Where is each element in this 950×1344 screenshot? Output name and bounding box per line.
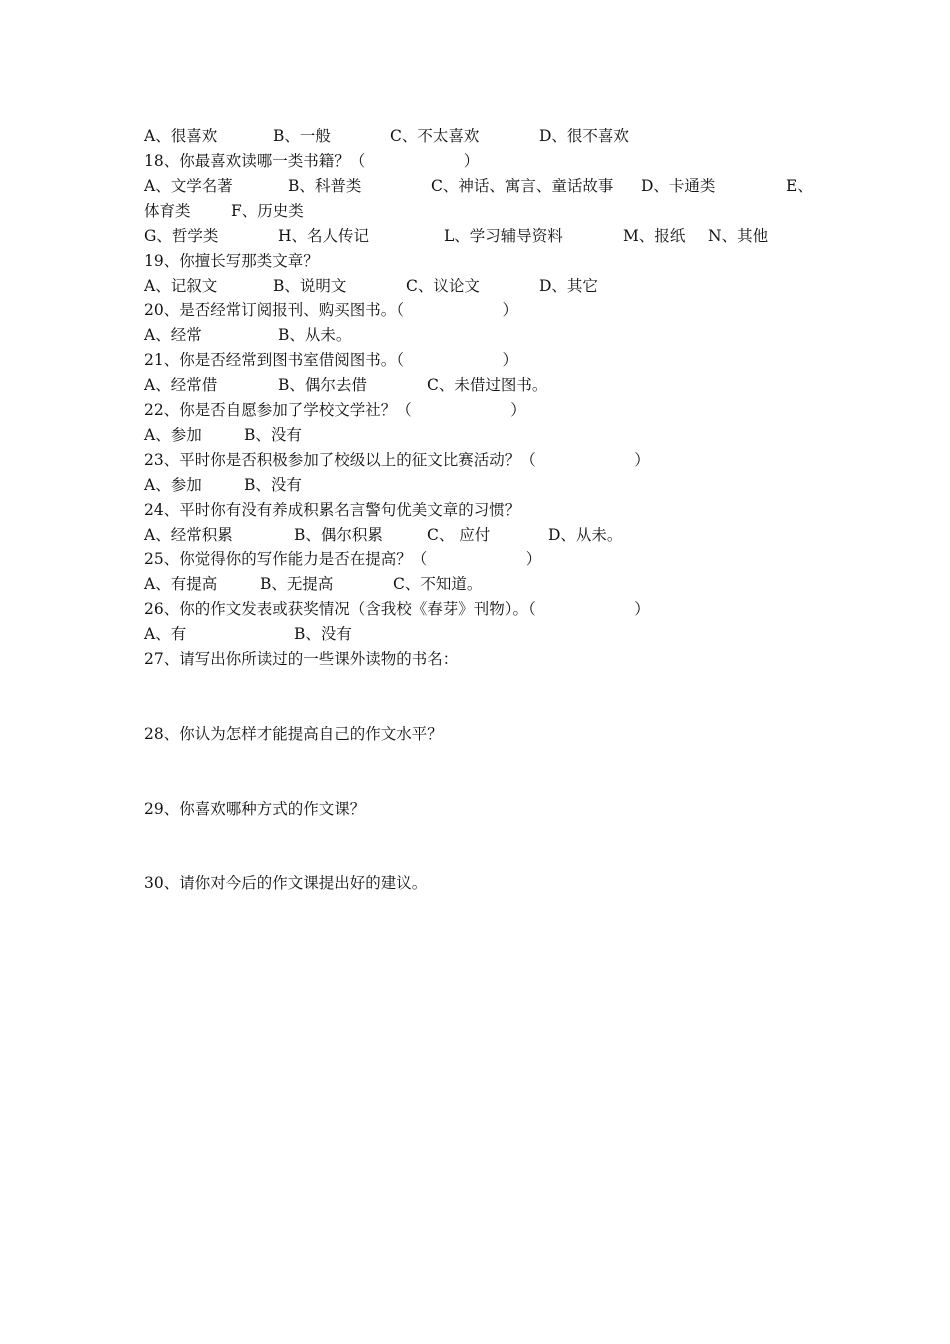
- q25-question: [0, 549, 542, 569]
- q22-question-text: 22、你是否自愿参加了学校文学社？（ ）: [144, 401, 526, 419]
- q18-option-h: H、名人传记: [278, 227, 370, 245]
- q19-option-b: B、说明文: [273, 277, 347, 295]
- q30-question: [0, 873, 428, 893]
- q19-options-row: [0, 276, 598, 296]
- q17-options-row: [0, 126, 629, 146]
- q23-question: [0, 450, 650, 470]
- q25-question-text: 25、你觉得你的写作能力是否在提高？（ ）: [144, 550, 542, 568]
- q22-option-a: A、参加: [144, 426, 202, 444]
- q24-question-text: 24、平时你有没有养成积累名言警句优美文章的习惯？: [144, 501, 521, 519]
- q21-option-c: C、未借过图书。: [427, 376, 548, 394]
- q19-option-c: C、议论文: [406, 277, 480, 295]
- q18-option-b: B、科普类: [288, 177, 362, 195]
- q22-option-b: B、没有: [244, 426, 302, 444]
- q18-option-f: F、历史类: [231, 202, 304, 220]
- q20-question-text: 20、是否经常订阅报刊、购买图书。（ ）: [144, 301, 519, 319]
- q18-option-g: G、哲学类: [144, 227, 219, 245]
- q20-option-a: A、经常: [144, 326, 202, 344]
- q18-option-d: D、卡通类: [641, 177, 716, 195]
- q26-options-row: [0, 624, 352, 644]
- q28-question: [0, 724, 443, 744]
- q18-option-l: L、学习辅导资料: [444, 227, 563, 245]
- q22-options-row: [0, 425, 302, 445]
- q18-question: [0, 151, 480, 171]
- q23-option-a: A、参加: [144, 476, 202, 494]
- q24-option-c: C、 应付: [427, 526, 491, 544]
- q18-option-e: E、: [786, 177, 813, 195]
- q26-option-a: A、有: [144, 625, 187, 643]
- q17-option-b: B、一般: [273, 127, 331, 145]
- q21-question-text: 21、你是否经常到图书室借阅图书。（ ）: [144, 351, 519, 369]
- q19-option-a: A、记叙文: [144, 277, 218, 295]
- q21-option-b: B、偶尔去借: [278, 376, 367, 394]
- q25-options-row: [0, 574, 483, 594]
- q24-option-d: D、从未。: [548, 526, 623, 544]
- q21-options-row: [0, 375, 548, 395]
- q20-options-row: [0, 325, 352, 345]
- q27-question-text: 27、请写出你所读过的一些课外读物的书名：: [144, 650, 459, 668]
- q19-question-text: 19、你擅长写那类文章？: [144, 252, 319, 270]
- q20-question: [0, 300, 519, 320]
- q25-option-a: A、有提高: [144, 575, 218, 593]
- q17-option-d: D、很不喜欢: [539, 127, 629, 145]
- q26-question: [0, 599, 650, 619]
- q18-option-n: N、其他: [708, 227, 769, 245]
- q24-option-b: B、偶尔积累: [294, 526, 383, 544]
- q29-question: [0, 799, 366, 819]
- q23-options-row: [0, 475, 302, 495]
- q18-options-row1: [0, 176, 813, 196]
- q19-option-d: D、其它: [539, 277, 598, 295]
- q18-option-a: A、文学名著: [144, 177, 233, 195]
- q18-options-row2: [0, 201, 304, 221]
- q24-options-row: [0, 525, 623, 545]
- q29-question-text: 29、你喜欢哪种方式的作文课？: [144, 800, 366, 818]
- q24-option-a: A、经常积累: [144, 526, 233, 544]
- q23-option-b: B、没有: [244, 476, 302, 494]
- q25-option-c: C、不知道。: [393, 575, 483, 593]
- q27-question: [0, 649, 459, 669]
- q19-question: [0, 251, 319, 271]
- q18-question-text: 18、你最喜欢读哪一类书籍？（ ）: [144, 152, 480, 170]
- q25-option-b: B、无提高: [260, 575, 334, 593]
- q26-option-b: B、没有: [294, 625, 352, 643]
- q18-option-c: C、神话、寓言、童话故事: [431, 177, 614, 195]
- q17-option-a: A、很喜欢: [144, 127, 218, 145]
- q23-question-text: 23、平时你是否积极参加了校级以上的征文比赛活动？（ ）: [144, 451, 650, 469]
- q22-question: [0, 400, 526, 420]
- q18-options-row3: [0, 226, 769, 246]
- q20-option-b: B、从未。: [278, 326, 352, 344]
- q21-question: [0, 350, 519, 370]
- q24-question: [0, 500, 521, 520]
- q21-option-a: A、经常借: [144, 376, 218, 394]
- q28-question-text: 28、你认为怎样才能提高自己的作文水平？: [144, 725, 443, 743]
- q17-option-c: C、不太喜欢: [390, 127, 480, 145]
- q18-option-m: M、报纸: [623, 227, 686, 245]
- q30-question-text: 30、请你对今后的作文课提出好的建议。: [144, 874, 428, 892]
- q18-option-e-cont: 体育类: [144, 202, 191, 220]
- q26-question-text: 26、你的作文发表或获奖情况（含我校《春芽》刊物）。（ ）: [144, 600, 650, 618]
